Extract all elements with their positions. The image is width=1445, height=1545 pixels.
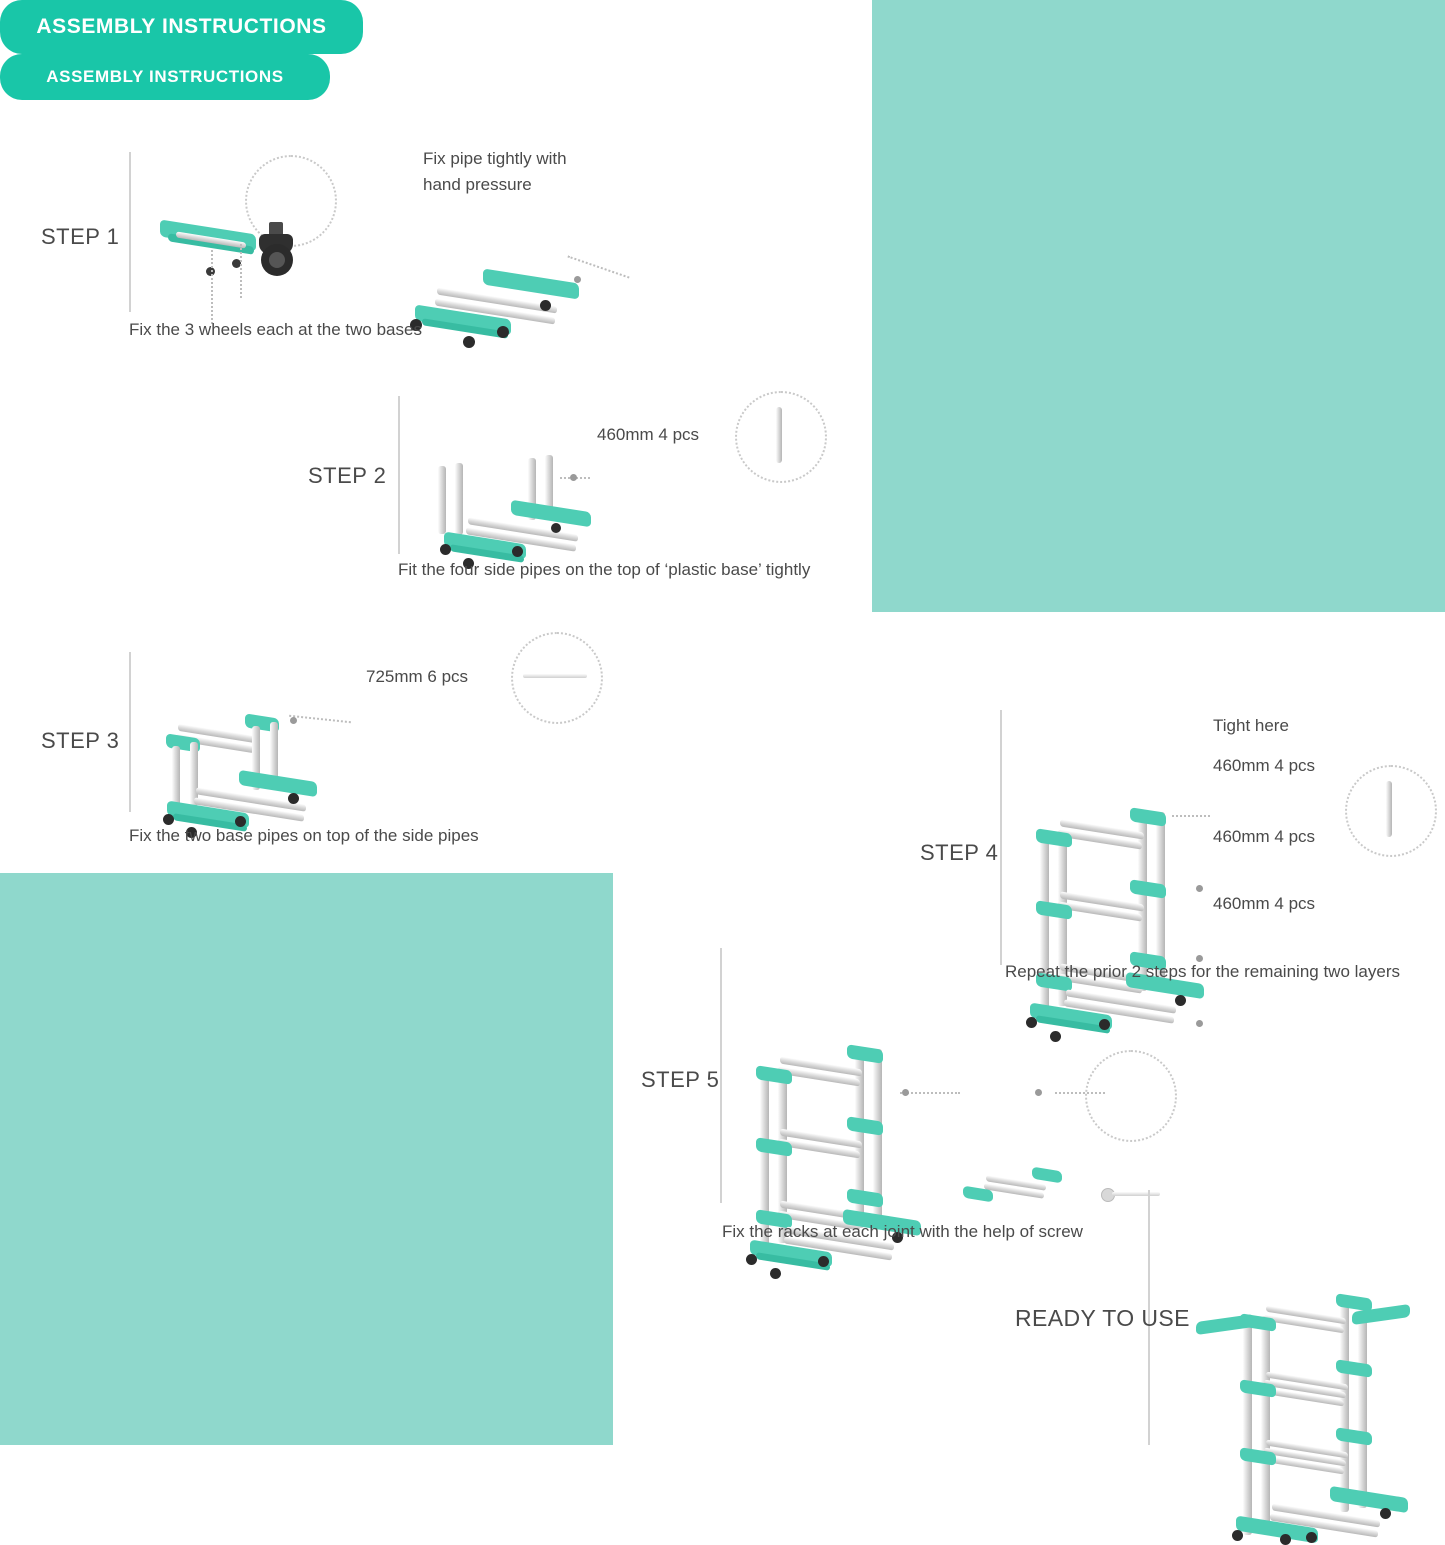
step-3-caption: Fix the two base pipes on top of the side pipes (129, 826, 479, 845)
step-2-part-label: 460mm 4 pcs (597, 425, 700, 444)
step-2-caption: Fit the four side pipes on the top of ‘plastic base’ tightly (398, 560, 811, 579)
step-2-divider (398, 396, 400, 554)
step-5-leader-left (900, 1092, 960, 1094)
step-1-note (423, 146, 567, 198)
step-4-divider (1000, 710, 1002, 965)
step-1-caption: Fix the 3 wheels each at the two bases (129, 320, 422, 339)
decorative-panel-top-right (872, 0, 1445, 612)
step-1-label: STEP 1 (41, 224, 120, 249)
step-4-caption: Repeat the prior 2 steps for the remaining two layers (1005, 962, 1400, 981)
step-5-leader-dot-left (902, 1089, 909, 1096)
step-5-divider (720, 948, 722, 1203)
step-4-part-pipe (1386, 781, 1392, 837)
step-1-note-line-1: Fix pipe tightly with (423, 149, 567, 168)
step-4-part-label-1: 460mm 4 pcs (1213, 756, 1316, 775)
assembly-instructions-badge-left: ASSEMBLY INSTRUCTIONS (0, 0, 363, 54)
step-2-part-pipe (776, 407, 782, 463)
assembly-instructions-badge-right: ASSEMBLY INSTRUCTIONS (0, 54, 330, 100)
step-3-part-pipe (523, 674, 587, 678)
step-4-part-label-3: 460mm 4 pcs (1213, 894, 1316, 913)
step-4-label: STEP 4 (920, 840, 999, 865)
step-2-label: STEP 2 (308, 463, 387, 488)
step-3-label: STEP 3 (41, 728, 120, 753)
step-5-caption: Fix the racks at each joint with the help of screw (722, 1222, 1083, 1241)
step-3-part-circle (511, 632, 603, 724)
step-1-divider (129, 152, 131, 312)
decorative-panel-bottom-left (0, 873, 613, 1445)
step-5-screw-circle (1085, 1050, 1177, 1142)
caster-detail-circle (245, 155, 337, 247)
step-4-tight-note: Tight here (1213, 716, 1289, 735)
step-5-leader-dot-right (1035, 1089, 1042, 1096)
step-1-note-line-2: hand pressure (423, 175, 532, 194)
step-4-part-label-2: 460mm 4 pcs (1213, 827, 1316, 846)
ready-to-use-label: READY TO USE (1015, 1305, 1190, 1331)
step-3-part-label: 725mm 6 pcs (366, 667, 469, 686)
step-3-divider (129, 652, 131, 812)
step-5-label: STEP 5 (641, 1067, 720, 1092)
